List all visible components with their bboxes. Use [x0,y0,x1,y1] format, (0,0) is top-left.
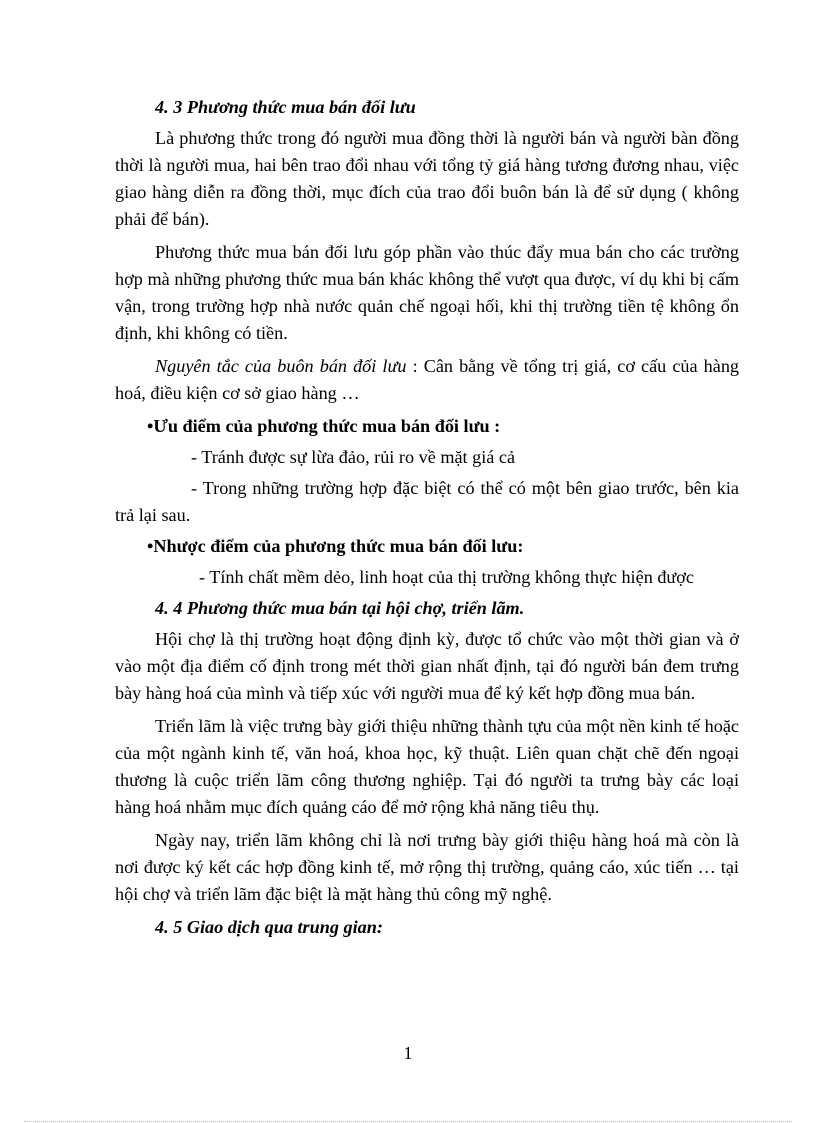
advantage-item: - Tránh được sự lừa đảo, rủi ro về mặt giá cả [191,447,516,467]
page-content [115,94,739,945]
paragraph: Phương thức mua bán đối lưu góp phần vào thúc đẩy mua bán cho các trường hợp mà những phương thức mua bán khác không thể vượt qua được, ví dụ khi bị cấm vận, trong trường hợp nhà nước quản chế ngoại hối, khi thị trường tiền tệ không ổn định, khi không có tiền. [115,242,739,343]
paragraph: Ngày nay, triển lãm không chỉ là nơi trưng bày giới thiệu hàng hoá mà còn là nơi được ký kết các hợp đồng kinh tế, mở rộng thị trường, quảng cáo, xúc tiến … tại hội chợ và triển lãm đặc biệt là mặt hàng thủ công mỹ nghệ. [115,830,739,904]
advantage-item: - Trong những trường hợp đặc biệt có thể có một bên giao trước, bên kia trả lại sau. [115,478,739,525]
advantages-heading: •Ưu điểm của phương thức mua bán đối lưu : [147,416,501,436]
page-number: 1 [403,1043,413,1063]
principle-paragraph [115,353,739,407]
disadvantage-item: - Tính chất mềm dẻo, linh hoạt của thị trường không thực hiện được [199,567,694,587]
section-4-5-heading: 4. 5 Giao dịch qua trung gian: [155,917,383,937]
paragraph: Là phương thức trong đó người mua đồng thời là người bán và người bàn đồng thời là người mua, hai bên trao đổi nhau với tổng tỷ giá hàng tương đương nhau, việc giao hàng diễn ra đồng thời, mục đích của trao đổi buôn bán là để sử dụng ( không phải để bán). [115,128,739,229]
paragraph: Hội chợ là thị trường hoạt động định kỳ, được tổ chức vào một thời gian và ở vào một địa điểm cố định trong mét thời gian nhất định, tại đó người bán đem trưng bày hàng hoá của mình và tiếp xúc với người mua để ký kết hợp đồng mua bán. [115,629,739,703]
disadvantages-heading: •Nhược điểm của phương thức mua bán đối lưu: [147,536,524,556]
principle-label: Nguyên tắc của buôn bán đối lưu [155,356,407,376]
paragraph: Triển lãm là việc trưng bày giới thiệu những thành tựu của một nền kinh tế hoặc của một ngành kinh tế, văn hoá, khoa học, kỹ thuật. Liên quan chặt chẽ đến ngoại thương là cuộc triển lãm công thương nghiệp. Tại đó người ta trưng bày các loại hàng hoá nhằm mục đích quảng cáo để mở rộng khả năng tiêu thụ. [115,716,739,817]
section-4-4-heading: 4. 4 Phương thức mua bán tại hội chợ, triển lãm. [155,598,525,618]
section-4-3-heading: 4. 3 Phương thức mua bán đối lưu [155,97,416,117]
principle-text: : Cân bằng về tổng trị giá, cơ cấu của hàng hoá, điều kiện cơ sở giao hàng … [115,356,740,403]
page-bottom-divider [24,1121,792,1122]
